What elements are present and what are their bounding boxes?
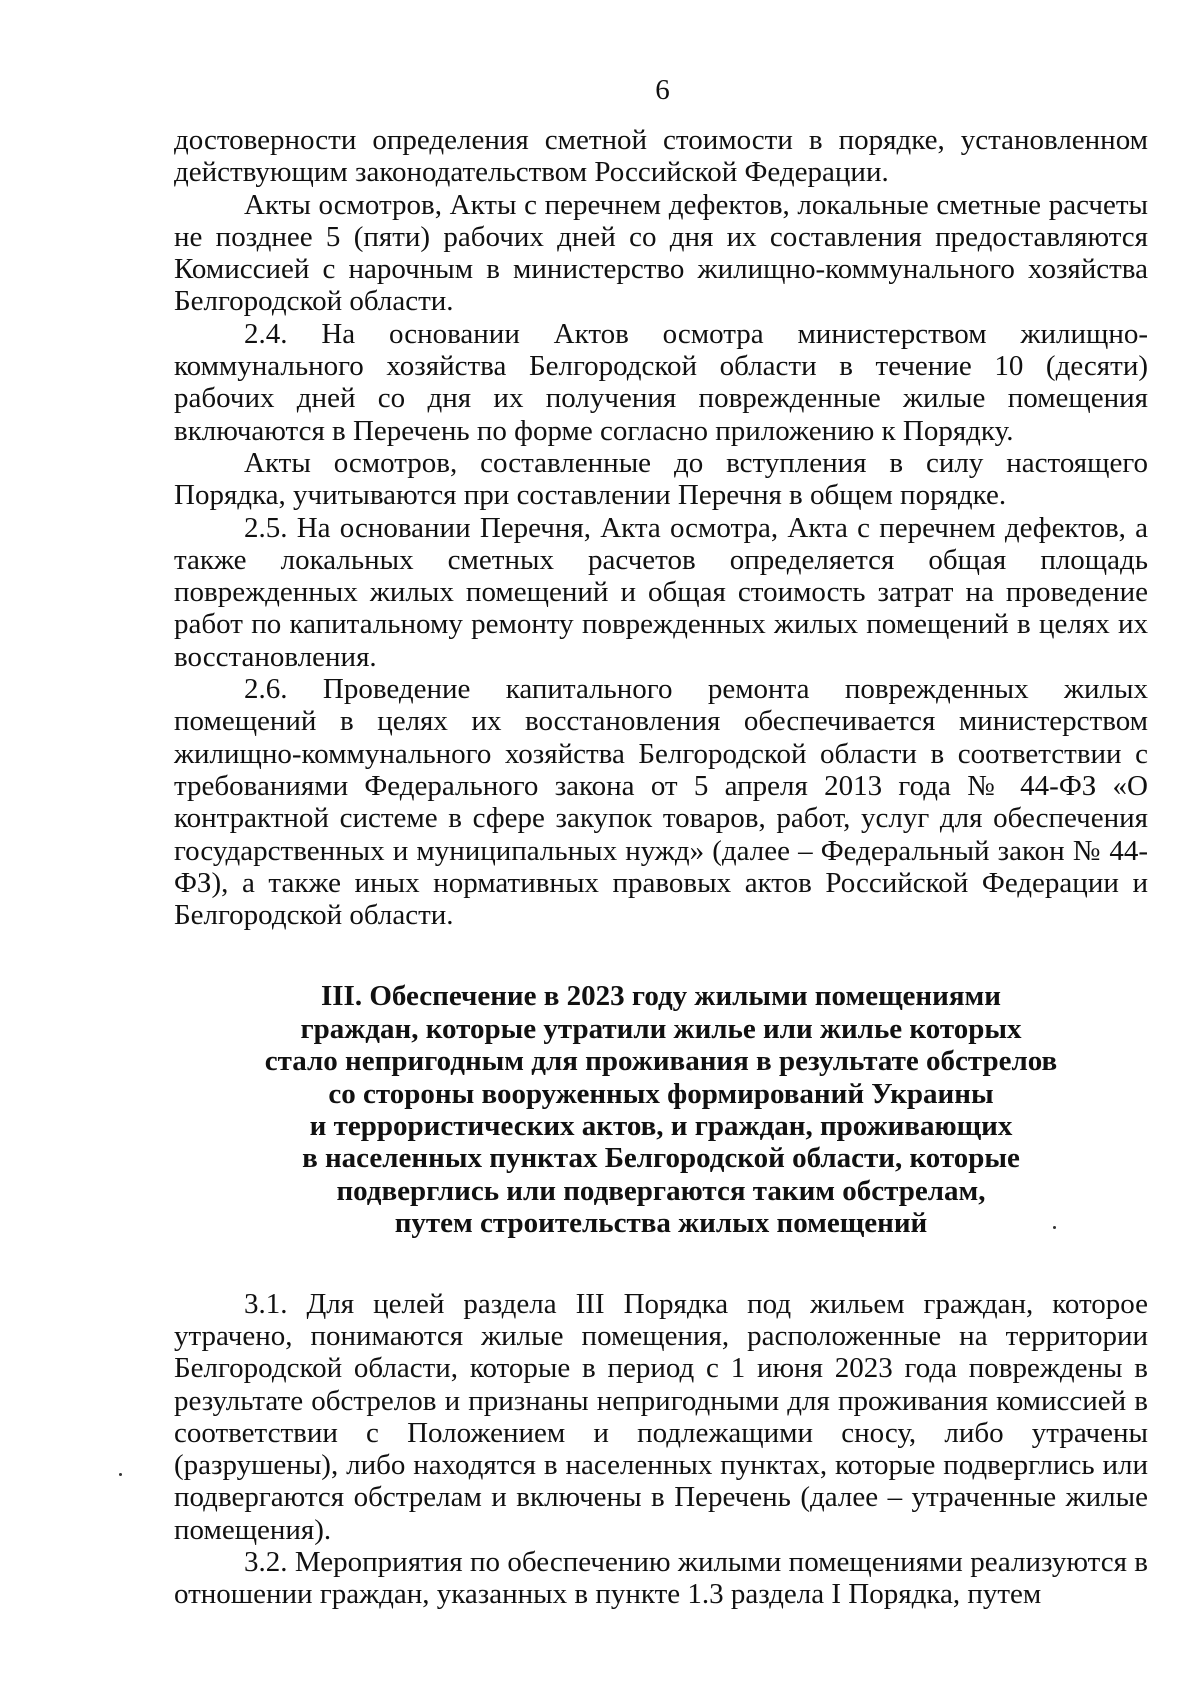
section-heading [174,980,1148,1239]
paragraph-3-2: 3.2. Мероприятия по обеспечению жилыми помещениями реализуются в отношении граждан, указанных в пункте 1.3 раздела I Порядка, путем [174,1546,1148,1611]
paragraph-acts-prior: Акты осмотров, составленные до вступления в силу настоящего Порядка, учитываются при составлении Перечня в общем порядке. [174,446,1148,512]
section-heading-line: со стороны вооруженных формирований Украины [328,1077,994,1110]
section-heading-line: III. Обеспечение в 2023 году жилыми помещениями [320,980,1001,1013]
paragraph-continuation: достоверности определения сметной стоимости в порядке, установленном действующим законодательством Российской Федерации. [174,124,1148,189]
section-heading-line: путем строительства жилых помещений [394,1207,928,1240]
paragraph-2-4: 2.4. На основании Актов осмотра министерством жилищно-коммунального хозяйства Белгородской области в течение 10 (десяти) рабочих дней со дня их получения поврежденные жилые помещения включаются в Перечень по форме согласно приложению к Порядку. [174,317,1148,447]
section-heading-line: и террористических актов, и граждан, проживающих [309,1110,1013,1143]
paragraph-2-6: 2.6. Проведение капитального ремонта поврежденных жилых помещений в целях их восстановления обеспечивается министерством жилищно-коммунального хозяйства Белгородской области в соответствии с требованиями Федерального закона от 5 апреля 2013 года № 44-ФЗ «О контрактной системе в сфере закупок товаров, работ, услуг для обеспечения государственных и муниципальных нужд» (далее – Федеральный закон № 44-ФЗ), а также иных нормативных правовых актов Российской Федерации и Белгородской области. [174,673,1148,932]
paragraph-acts-submission: Акты осмотров, Акты с перечнем дефектов, локальные сметные расчеты не позднее 5 (пяти) рабочих дней со дня их составления предоставляются Комиссией с нарочным в министерство жилищно-коммунального хозяйства Белгородской области. [174,188,1148,318]
document-body [174,124,1148,1611]
scan-speck [1053,1226,1056,1229]
page-number: 6 [655,74,670,106]
section-heading-line: граждан, которые утратили жилье или жилье которых [300,1012,1022,1045]
section-heading-line: подверглись или подвергаются таким обстрелам, [336,1174,986,1207]
section-heading-line: в населенных пунктах Белгородской области, которые [302,1142,1020,1175]
paragraph-3-1: 3.1. Для целей раздела III Порядка под жильем граждан, которое утрачено, понимаются жилые помещения, расположенные на территории Белгородской области, которые в период с 1 июня 2023 года повреждены в результате обстрелов и признаны непригодными для проживания комиссией в соответствии с Положением и подлежащими сносу, либо утрачены (разрушены), либо находятся в населенных пунктах, которые подверглись или подвергаются обстрелам и включены в Перечень (далее – утраченные жилые помещения). [174,1287,1148,1546]
section-heading-line: стало непригодным для проживания в результате обстрелов [264,1045,1058,1078]
paragraph-2-5: 2.5. На основании Перечня, Акта осмотра, Акта с перечнем дефектов, а также локальных сметных расчетов определяется общая площадь поврежденных жилых помещений и общая стоимость затрат на проведение работ по капитальному ремонту поврежденных жилых помещений в целях их восстановления. [174,511,1148,673]
spacer [174,1240,1148,1288]
scan-speck [119,1473,122,1476]
